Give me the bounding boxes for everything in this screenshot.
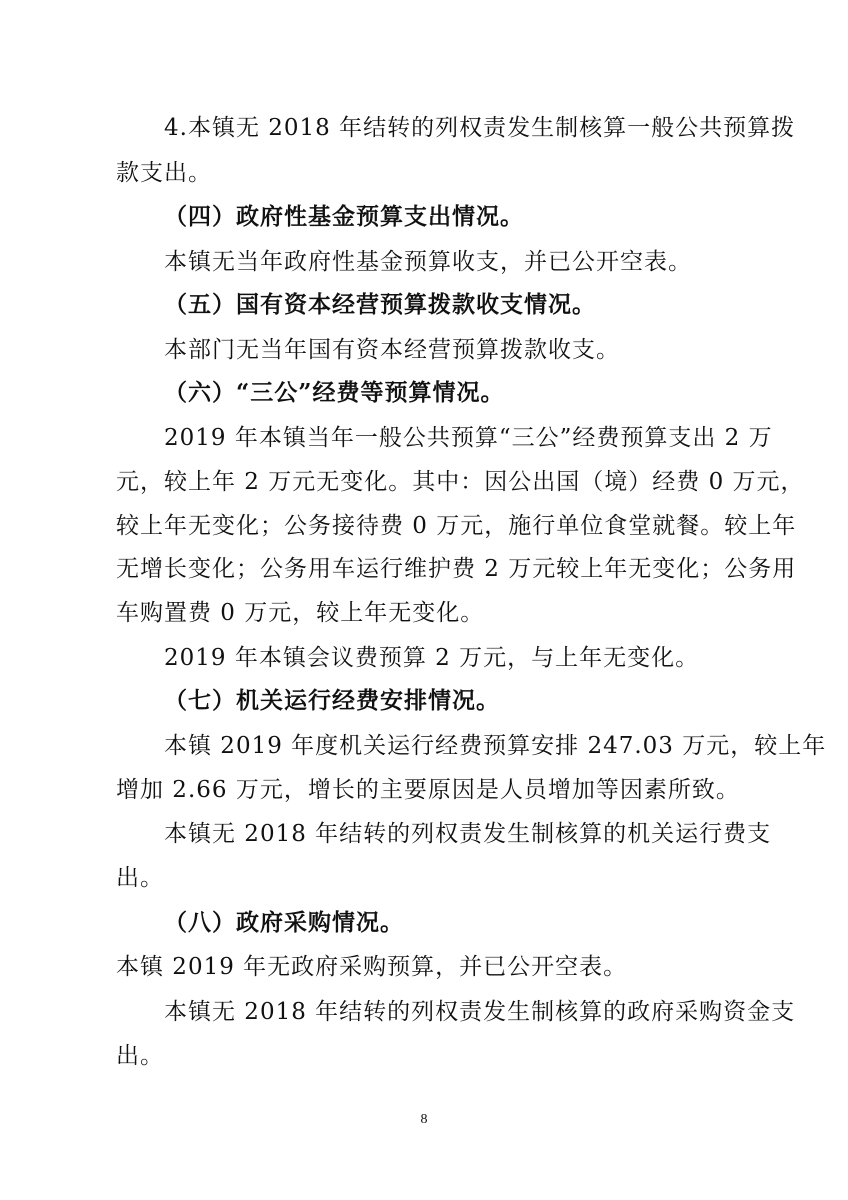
paragraph-line: 较上年无变化；公务接待费 0 万元，施行单位食堂就餐。较上年 — [116, 513, 797, 539]
paragraph-line: 本镇 2019 年度机关运行经费预算安排 247.03 万元，较上年 — [164, 733, 827, 759]
paragraph-line: 出。 — [116, 1043, 164, 1069]
paragraph-line: 元，较上年 2 万元无变化。其中：因公出国（境）经费 0 万元， — [116, 469, 805, 495]
paragraph-line: 本部门无当年国有资本经营预算拨款收支。 — [164, 337, 620, 363]
paragraph-line: 2019 年本镇当年一般公共预算“三公”经费预算支出 2 万 — [164, 425, 773, 451]
page-number: 8 — [420, 1112, 428, 1127]
section-heading-6: （六）“三公”经费等预算情况。 — [164, 379, 505, 406]
paragraph-line: 本镇无当年政府性基金预算收支，并已公开空表。 — [164, 249, 692, 275]
section-heading-8: （八）政府采购情况。 — [164, 909, 404, 936]
paragraph-line: 车购置费 0 万元，较上年无变化。 — [116, 600, 485, 626]
paragraph-line: 4.本镇无 2018 年结转的列权责发生制核算一般公共预算拨 — [164, 115, 796, 141]
paragraph-line: 本镇无 2018 年结转的列权责发生制核算的机关运行费支 — [164, 821, 772, 847]
paragraph-line: 本镇 2019 年无政府采购预算，并已公开空表。 — [116, 954, 628, 980]
paragraph-line: 增加 2.66 万元，增长的主要原因是人员增加等因素所致。 — [116, 777, 740, 803]
paragraph-line: 本镇无 2018 年结转的列权责发生制核算的政府采购资金支 — [164, 999, 796, 1025]
paragraph-line: 款支出。 — [116, 160, 212, 186]
section-heading-5: （五）国有资本经营预算拨款收支情况。 — [164, 291, 596, 318]
paragraph-line: 2019 年本镇会议费预算 2 万元，与上年无变化。 — [164, 645, 700, 671]
paragraph-line: 无增长变化；公务用车运行维护费 2 万元较上年无变化；公务用 — [116, 556, 797, 582]
section-heading-4: （四）政府性基金预算支出情况。 — [164, 203, 524, 230]
paragraph-line: 出。 — [116, 865, 164, 891]
section-heading-7: （七）机关运行经费安排情况。 — [164, 687, 500, 714]
